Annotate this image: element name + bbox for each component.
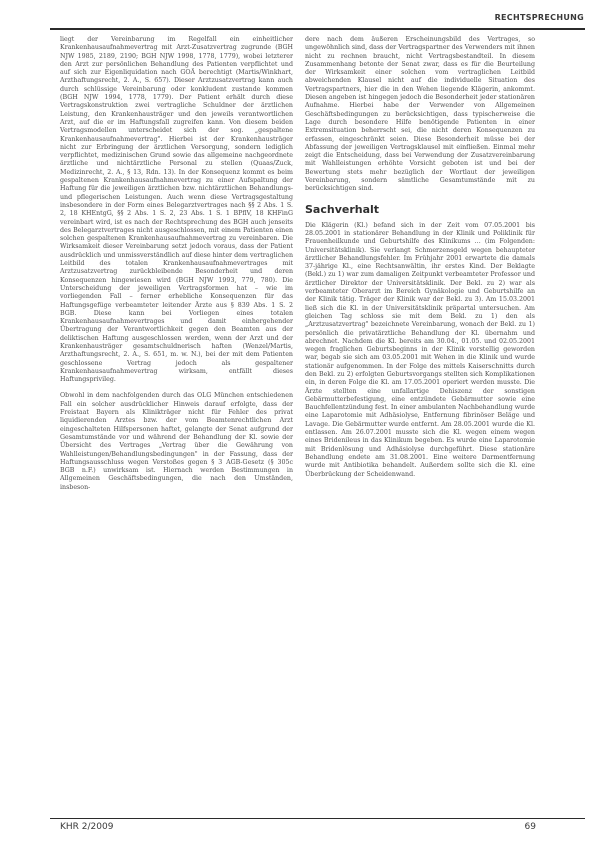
- section-label: RECHTSPRECHUNG: [494, 13, 584, 22]
- section-heading-sachverhalt: Sachverhalt: [305, 202, 380, 216]
- left-paragraph-2: Obwohl in dem nachfolgenden durch das OLG München entschiedenen Fall ein solcher ausdrücklicher Hinweis darauf erfolgte, dass der Freistaat Bayern als Klinikträger nicht für Fehler des privat liquidierenden Arztes bzw. der vom Beamtenrechtlichen Arzt eingeschalteten Hilfspersonen haftet, gelangte der Senat aufgrund der Gesamtumstände vor und während der Behandlung der Kl. sowie der Übersicht des Vertrages „Vertrag über die Gewährung von Wahlleistungen/Behandlungsbedingungen" in der Fassung, dass der Haftungsausschluss wegen Verstoßes gegen § 3 AGB-Gesetz (§ 305c BGB n.F.) unwirksam ist. Hiernach werden Bestimmungen in Allgemeinen Geschäftsbedingungen, die nach den Umständen, insbeson-: [60, 392, 293, 491]
- left-column: [60, 36, 293, 492]
- journal-issue: KHR 2/2009: [60, 822, 114, 832]
- right-intro-paragraph: dere nach dem äußeren Erscheinungsbild des Vertrages, so ungewöhnlich sind, dass der Vertragspartner des Verwenders mit ihnen nicht zu rechnen braucht, nicht Vertragsbestandteil. In diesem Zusammenhang betonte der Senat zwar, dass es für die Beurteilung der Wirksamkeit einer solchen vom vertraglichen Leitbild abweichenden Klausel nicht auf die individuelle Situation des Vertragspartners, hier die in den Wehen liegende Klägerin, ankommt. Diesen angeben ist hingegen jedoch die Besonderheit jeder stationären Aufnahme. Hierbei habe der Verwender von Allgemeinen Geschäftsbedingungen zu berücksichtigen, dass typischerweise die Lage durch besondere Hilfe benötigende Patienten in einer Extremsituation beherrscht sei, die nicht deren Konsequenzen zu erfassen, eingeschränkt seien. Diese Besonderheit müsse bei der Abfassung der jeweiligen Vertragsklausel mit einfließen. Einmal mehr zeigt die Entscheidung, dass bei Verwendung der Zusatzvereinbarung mit Wahlleistungen erhöhte Vorsicht geboten ist und bei der Bewertung stets mehr bezüglich der Wortlaut der jeweiligen Vereinbarung, sondern sämtliche Gesamtumstände mit zu berücksichtigen sind.: [305, 36, 535, 193]
- facts-paragraph: Die Klägerin (Kl.) befand sich in der Zeit vom 07.05.2001 bis 28.05.2001 in stationärer Behandlung in der Klinik und Poliklinik für Frauenheilkunde und Geburtshilfe des Klinikums … (im Folgenden: Universitätsklinik). Sie verlangt Schmerzensgeld wegen behaupteter ärztlicher Behandlungsfehler. Im Frühjahr 2001 erwartete die damals 37-jährige Kl., eine Rechtsanwältin, ihr erstes Kind. Der Beklagte (Bekl.) zu 1) war zum damaligen Zeitpunkt verbeamteter Professor und ärztlicher Direktor der Universitätsklinik. Der Bekl. zu 2) war als verbeamteter Oberarzt im Bereich Gynäkologie und Geburtshilfe an der Klinik tätig. Träger der Klinik war der Bekl. zu 3). Am 15.03.2001 ließ sich die Kl. in der Universitätsklinik präpartal untersuchen. Am gleichen Tag schloss sie mit dem Bekl. zu 1) den als „Arztzusatzvertrag" bezeichnete Vereinbarung, wonach der Bekl. zu 1) persönlich die privatärztliche Behandlung der Kl. übernahm und abrechnet. Nachdem die Kl. bereits am 30.04., 01.05. und 02.05.2001 wegen fraglichen Geburtsbeginns in der Klinik vorstellig geworden war, begab sie sich am 03.05.2001 mit Wehen in die Klinik und wurde stationär aufgenommen. In der Folge des mittels Kaiserschnitts durch den Bekl. zu 2) erfolgten Geburtsvorgangs stellten sich Komplikationen ein, in deren Folge die Kl. am 17.05.2001 operiert werden musste. Die Ärzte stellten eine unfallartige Dehiszenz der sonstigen Gebärmutterbefestigung, eine entzündete Gebärmutter sowie eine Bauchfellentzündung fest. In einer ambulanten Nachbehandlung wurde eine Laparotomie mit Adhäsiolyse, Entfernung fibrinöser Beläge und Lavage. Die Gebärmutter wurde entfernt. Am 28.05.2001 wurde die Kl. entlassen. Am 26.07.2001 musste sich die Kl. wegen einem wegen eines Bridenileus in das Klinikum begeben. Es wurde eine Laparotomie mit Bridenlösung und Adhäsiolyse durchgeführt. Diese stationäre Behandlung endete am 31.08.2001. Eine weitere Darmentfernung wurde mit Antibiotika behandelt. Außerdem sollte sich die Kl. eine Überbrückung der Scheidenwand.: [305, 221, 535, 478]
- footer-rule: [50, 818, 585, 819]
- right-column: [305, 36, 535, 479]
- page-number: 69: [524, 822, 536, 832]
- header-rule: [50, 28, 585, 30]
- left-paragraph-1: liegt der Vereinbarung im Regelfall ein einheitlicher Krankenhausaufnahmevertrag mit Arzt-Zusatzvertrag zugrunde (BGH NJW 1985, 2189, 2190; BGH NJW 1998, 1778, 1779), wobei letzterer den Arzt zur persönlichen Behandlung des Patienten verpflichtet und auf sich zur Eigenliquidation nach GOÄ berechtigt (Martis/Winkhart, Arzthaftungsrecht, 2. A., S. 657). Dieser Arztzusatzvertrag kann auch durch schlüssige Vereinbarung oder konkludent zustande kommen (BGH NJW 1994, 1778, 1779). Der Patient erhält durch diese Vertragskonstruktion zwei vertragliche Schuldner der ärztlichen Leistung, den Krankenhausträger und den jeweils verantwortlichen Arzt, auf die er im Haftungsfall zugreifen kann. Von diesem beiden Vertragsmodellen unterscheidet sich der sog. „gespaltene Krankenhausaufnahmevertrag". Hierbei ist der Krankenhausträger nicht zur Erbringung der ärztlichen Versorgung, sondern lediglich verpflichtet, medizinischen Grund sowie das allgemeine nachgeordnete ärztliche und nichtärztliche Personal zu stellen (Quaas/Zuck, Medizinrecht, 2. A., § 13, Rdn. 13). In der Konsequenz kommt es beim gespaltenen Krankenhausaufnahmevertrag zu einer Aufspaltung der Haftung für die jeweiligen ärztlichen bzw. nichtärztlichen Behandlungs- und pflegerischen Leistungen. Auch wenn diese Vertragsgestaltung insbesondere in der Form eines Belegarztvertrages nach §§ 2 Abs. 1 S. 2, 18 KHEntgG, §§ 2 Abs. 1 S. 2, 23 Abs. 1 S. 1 BPflV, 18 KHFinG vereinbart wird, ist es nach der Rechtsprechung des BGH auch jenseits des Belegarztvertrages nicht ausgeschlossen, mit einem Patienten einen solchen gespaltenen Krankenhausaufnahmevertrag zu vereinbaren. Die Wirksamkeit dieser Vereinbarung setzt jedoch voraus, dass der Patient ausdrücklich und unmissverständlich auf diese hinter dem vertraglichen Leitbild des totalen Krankenhausaufnahmevertrages mit Arztzusatzvertrag zurückbleibende Besonderheit und deren Konsequenzen hingewiesen wird (BGH NJW 1993, 779, 780). Die Unterscheidung der jeweiligen Vertragsformen hat – wie im vorliegenden Fall – ferner erhebliche Konsequenzen für das Haftungsgefüge verbeamteter leitender Ärzte aus § 839 Abs. 1 S. 2 BGB. Diese kann bei Vorliegen eines totalen Krankenhausaufnahmevertrages und damit einhergehender Übertragung der Verantwortlichkeit gegen den Beamten aus der deliktischen Haftung ausgeschlossen werden, wenn der Arzt und der Krankenhausträger gesamtschuldnerisch haften (Wenzel/Martis, Arzthaftungsrecht, 2. A., S. 651, m. w. N.), bei der mit dem Patienten geschlossene Vertrag jedoch als gespaltener Krankenhausaufnahmevertrag wirksam, entfällt dieses Haftungsprivileg.: [60, 36, 293, 384]
